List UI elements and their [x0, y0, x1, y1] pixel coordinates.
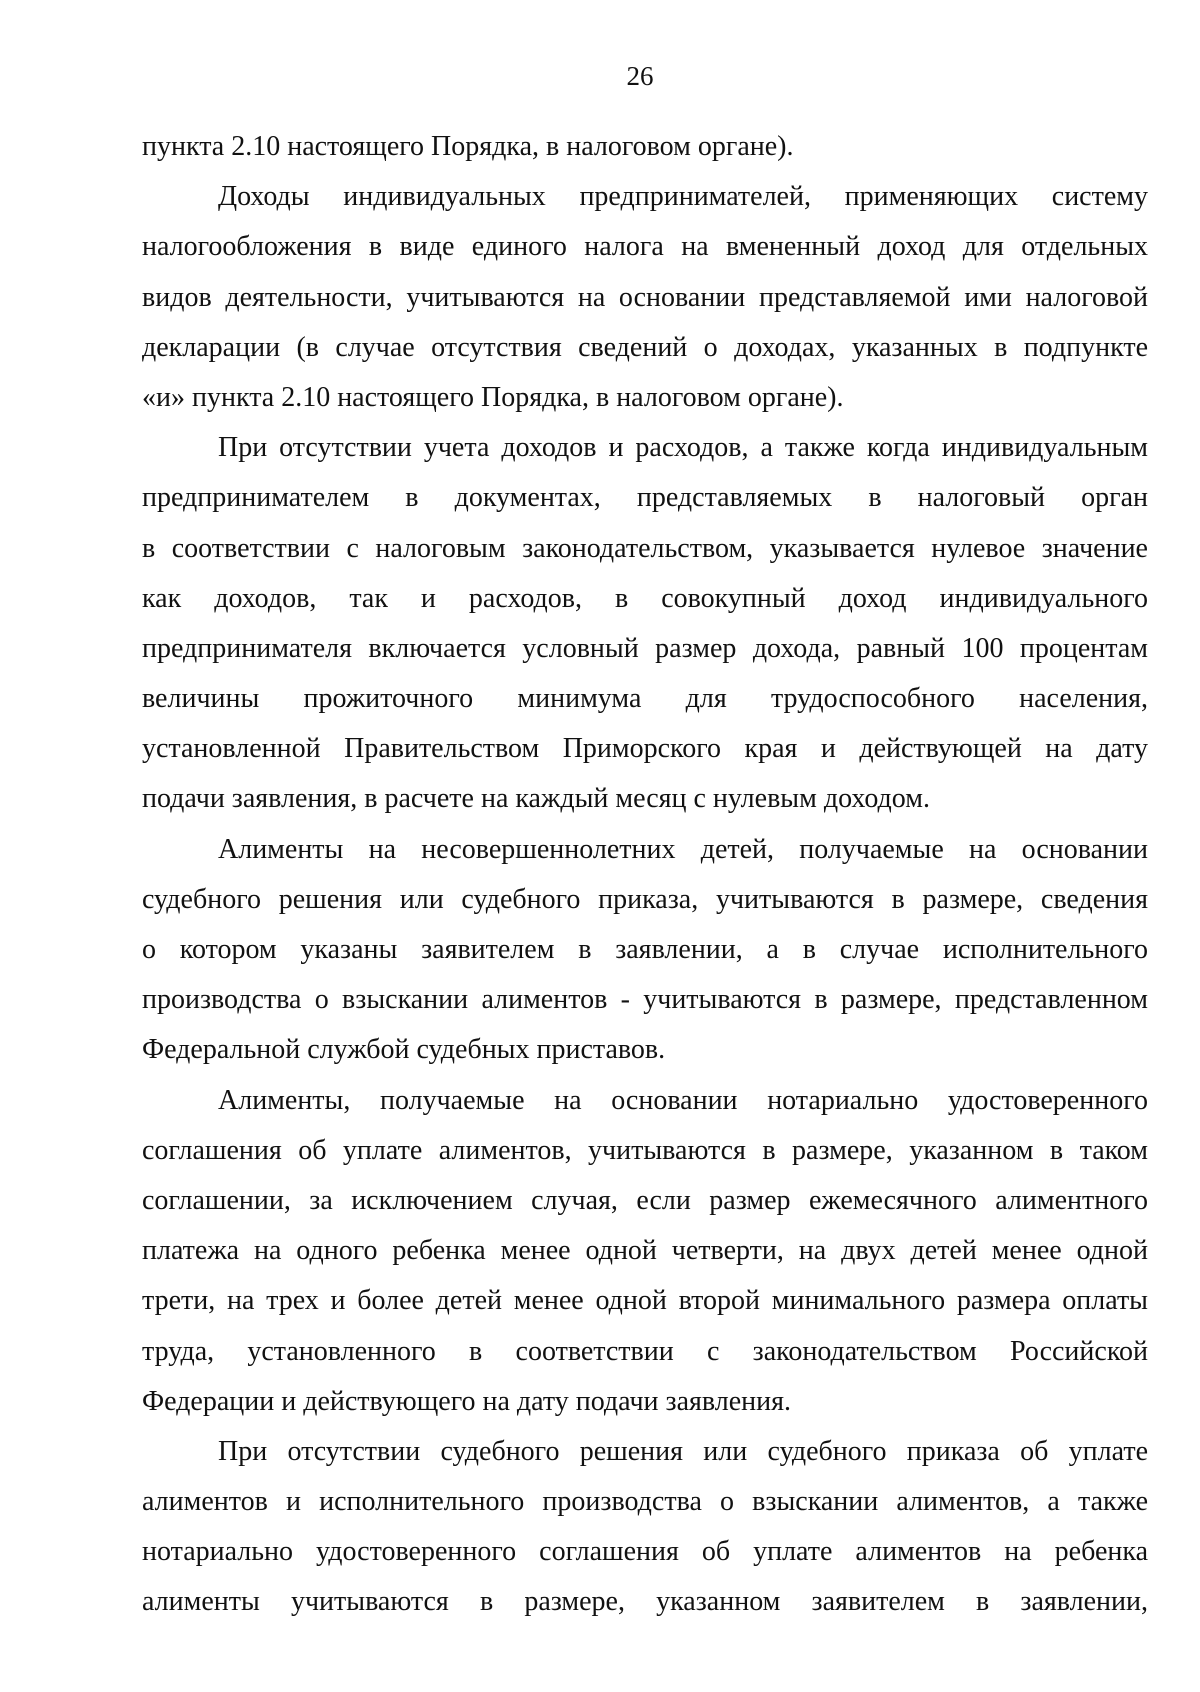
text-line: труда, установленного в соответствии с законодательством Российской [142, 1335, 1148, 1367]
text-line: как доходов, так и расходов, в совокупный доход индивидуального [142, 582, 1148, 614]
text-line: в соответствии с налоговым законодательством, указывается нулевое значение [142, 532, 1148, 564]
text-line: предпринимателя включается условный размер дохода, равный 100 процентам [142, 632, 1148, 664]
text-line: «и» пункта 2.10 настоящего Порядка, в налоговом органе). [142, 381, 844, 413]
text-line: При отсутствии учета доходов и расходов, а также когда индивидуальным [218, 432, 1148, 464]
text-line: алиментов и исполнительного производства о взыскании алиментов, а также [142, 1486, 1148, 1518]
text-line: нотариально удостоверенного соглашения об уплате алиментов на ребенка [142, 1536, 1148, 1568]
paragraph-5 [142, 1076, 1148, 1427]
text-line: трети, на трех и более детей менее одной второй минимального размера оплаты [142, 1285, 1148, 1317]
text-line: При отсутствии судебного решения или судебного приказа об уплате [218, 1435, 1148, 1467]
page-number: 26 [626, 61, 654, 91]
text-line: соглашении, за исключением случая, если размер ежемесячного алиментного [142, 1184, 1148, 1216]
paragraph-4 [142, 825, 1148, 1076]
text-line: Федерации и действующего на дату подачи заявления. [142, 1385, 791, 1417]
paragraph-3 [142, 423, 1148, 825]
text-line: Доходы индивидуальных предпринимателей, применяющих систему [218, 181, 1148, 213]
text-line: предпринимателем в документах, представляемых в налоговый орган [142, 482, 1148, 514]
text-line: Федеральной службой судебных приставов. [142, 1034, 666, 1066]
paragraph-1 [142, 122, 1148, 172]
text-line: судебного решения или судебного приказа, учитываются в размере, сведения [142, 883, 1148, 915]
text-line: Алименты, получаемые на основании нотариально удостоверенного [218, 1084, 1148, 1116]
text-line: декларации (в случае отсутствия сведений о доходах, указанных в подпункте [142, 331, 1148, 363]
text-line: соглашения об уплате алиментов, учитываются в размере, указанном в таком [142, 1134, 1148, 1166]
text-line: алименты учитываются в размере, указанном заявителем в заявлении, [142, 1586, 1148, 1618]
text-line: налогообложения в виде единого налога на вмененный доход для отдельных [142, 231, 1148, 263]
text-line: подачи заявления, в расчете на каждый месяц с нулевым доходом. [142, 783, 930, 815]
paragraph-2 [142, 172, 1148, 423]
text-line: пункта 2.10 настоящего Порядка, в налоговом органе). [142, 131, 794, 162]
text-line: видов деятельности, учитываются на основании представляемой ими налоговой [142, 281, 1148, 313]
text-line: платежа на одного ребенка менее одной четверти, на двух детей менее одной [142, 1235, 1148, 1267]
paragraph-6 [142, 1427, 1148, 1628]
text-line: о котором указаны заявителем в заявлении, а в случае исполнительного [142, 934, 1148, 965]
text-line: Алименты на несовершеннолетних детей, получаемые на основании [218, 833, 1148, 865]
document-body [142, 122, 1148, 1628]
text-line: установленной Правительством Приморского края и действующей на дату [142, 733, 1148, 765]
text-line: величины прожиточного минимума для трудоспособного населения, [142, 683, 1148, 715]
text-line: производства о взыскании алиментов - учитываются в размере, представленном [142, 984, 1148, 1016]
